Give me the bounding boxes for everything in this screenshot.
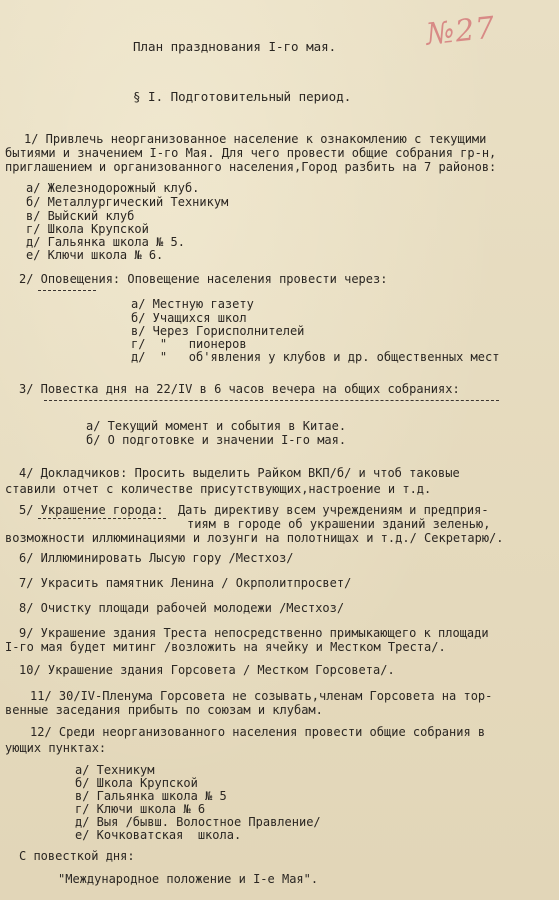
text-line: 2/ Оповещения: Оповещение населения провести через: (19, 272, 388, 286)
text-line: бытиями и значением I-го Мая. Для чего провести общие собрания гр-н, (5, 146, 497, 160)
underline (38, 290, 96, 291)
list-item: б/ О подготовке и значении I-го мая. (86, 433, 347, 447)
list-item: б/ Учащихся школ (131, 311, 247, 325)
text-line: 6/ Иллюминировать Лысую гору /Местхоз/ (19, 551, 294, 565)
text-line: приглашением и организованного населения,Город разбить на 7 районов: (5, 160, 497, 174)
text-line: 12/ Среди неорганизованного населения провести общие собрания в (30, 725, 486, 739)
list-item: а/ Местную газету (131, 297, 254, 311)
text-line: 3/ Повестка дня на 22/IV в 6 часов вечера на общих собраниях: (19, 382, 460, 396)
list-item: е/ Кочковатская школа. (75, 828, 242, 842)
document-title: План празднования I-го мая. (133, 39, 337, 54)
text-line: "Международное положение и I-е Мая". (58, 872, 319, 886)
list-item: а/ Техникум (75, 763, 155, 777)
list-item: д/ " об'явления у клубов и др. общественных мест (131, 350, 500, 364)
list-item: б/ Школа Крупской (75, 776, 198, 790)
list-item: б/ Металлургический Техникум (26, 195, 229, 209)
text-line: тиям в городе об украшении зданий зеленью, (187, 517, 491, 531)
text-line: 4/ Докладчиков: Просить выделить Райком ВКП/б/ и чтоб таковые (19, 466, 460, 480)
text-line: 11/ 30/IV-Пленума Горсовета не созывать,членам Горсовета на тор- (30, 689, 493, 703)
list-item: е/ Ключи школа № 6. (26, 248, 164, 262)
list-item: в/ Гальянка школа № 5 (75, 789, 227, 803)
list-item: д/ Выя /бывш. Волостное Правление/ (75, 815, 321, 829)
text-line: 9/ Украшение здания Треста непосредственно примыкающего к площади (19, 626, 489, 640)
text-line: ставили отчет с количестве присутствующих,настроение и т.д. (5, 482, 432, 496)
underline (38, 518, 166, 519)
list-item: г/ Ключи школа № 6 (75, 802, 206, 816)
text-line: 5/ Украшение города: Дать директиву всем учреждениям и предприя- (19, 503, 489, 517)
list-item: г/ " пионеров (131, 337, 247, 351)
list-item: г/ Школа Крупской (26, 222, 149, 236)
list-item: а/ Железнодорожный клуб. (26, 181, 200, 195)
text-line: 7/ Украсить памятник Ленина / Окрполитпросвет/ (19, 576, 352, 590)
section-title: § I. Подготовительный период. (133, 89, 352, 104)
list-item: д/ Гальянка школа № 5. (26, 235, 185, 249)
text-line: С повесткой дня: (19, 849, 135, 863)
text-line: венные заседания прибыть по союзам и клубам. (5, 703, 323, 717)
text-line: 8/ Очистку площади рабочей молодежи /Местхоз/ (19, 601, 345, 615)
list-item: в/ Выйский клуб (26, 209, 135, 223)
text-line: 10/ Украшение здания Горсовета / Местком Горсовета/. (19, 663, 395, 677)
text-line: I-го мая будет митинг /возложить на ячейку и Местком Треста/. (5, 640, 446, 654)
text-line: 1/ Привлечь неорганизованное население к ознакомлению с текущими (24, 132, 487, 146)
list-item: а/ Текущий момент и события в Китае. (86, 419, 347, 433)
archive-number-stamp: №27 (424, 10, 498, 53)
text-line: возможности иллюминациями и лозунги на полотнищах и т.д./ Секретарю/. (5, 531, 504, 545)
underline (44, 400, 499, 401)
list-item: в/ Через Горисполнителей (131, 324, 305, 338)
text-line: ующих пунктах: (5, 741, 107, 755)
